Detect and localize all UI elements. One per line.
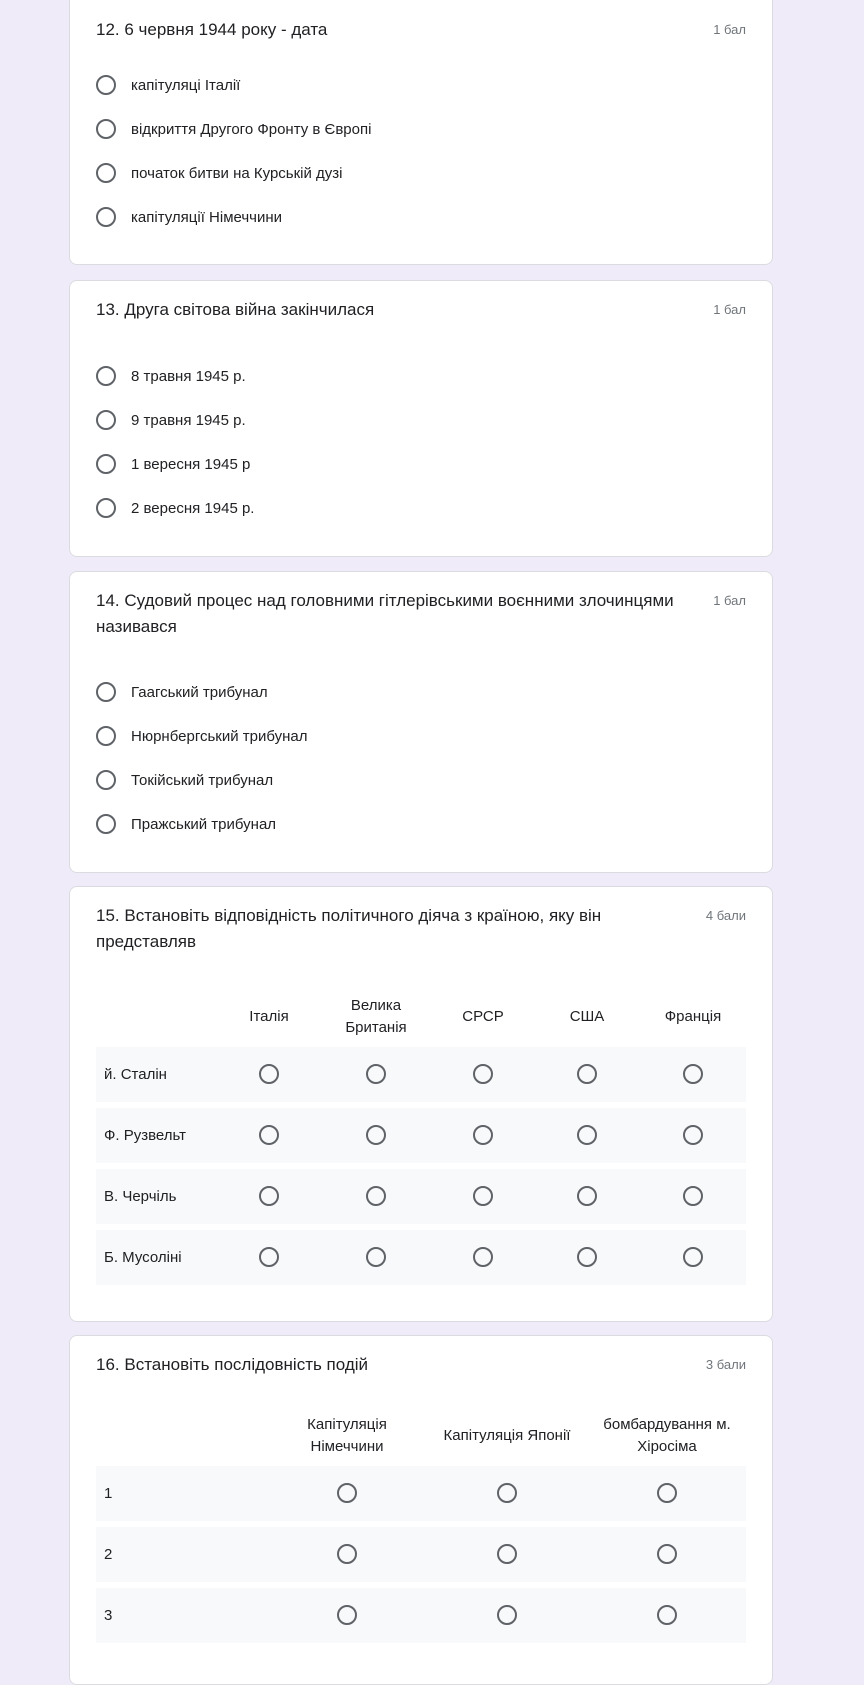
grid-radio-icon[interactable] xyxy=(577,1186,597,1206)
option-label: Пражський трибунал xyxy=(131,815,277,833)
radio-circle-icon[interactable] xyxy=(96,726,116,746)
option-label: початок битви на Курській дузі xyxy=(131,164,343,182)
grid-radio-icon[interactable] xyxy=(683,1247,703,1267)
question-title: 15. Встановіть відповідність політичного діяча з країною, яку він представляв xyxy=(96,906,602,951)
question-title: 12. 6 червня 1944 року - дата xyxy=(96,20,328,39)
grid-radio-icon[interactable] xyxy=(337,1544,357,1564)
grid-radio-icon[interactable] xyxy=(657,1483,677,1503)
question-points: 4 бали xyxy=(705,908,746,923)
question-points: 1 бал xyxy=(713,302,746,317)
question-title: 16. Встановіть послідовність подій xyxy=(96,1355,369,1374)
radio-circle-icon[interactable] xyxy=(96,119,116,139)
grid-radio-icon[interactable] xyxy=(473,1064,493,1084)
grid-row-label: й. Сталін xyxy=(104,1066,167,1083)
radio-option[interactable] xyxy=(96,408,246,432)
grid-radio-icon[interactable] xyxy=(259,1247,279,1267)
radio-option[interactable] xyxy=(96,452,250,476)
grid-column-header: США xyxy=(569,1008,605,1025)
option-label: капітуляці Італії xyxy=(131,76,241,94)
radio-option[interactable] xyxy=(96,724,308,748)
grid-header xyxy=(96,1410,746,1462)
radio-option[interactable] xyxy=(96,161,343,185)
radio-circle-icon[interactable] xyxy=(96,163,116,183)
radio-circle-icon[interactable] xyxy=(96,207,116,227)
grid-radio-icon[interactable] xyxy=(577,1125,597,1145)
question-points: 1 бал xyxy=(713,593,746,608)
grid-column-header: Велика Британія xyxy=(345,997,407,1036)
grid-row-label: В. Черчіль xyxy=(104,1188,177,1205)
grid-row xyxy=(96,1169,746,1224)
grid-radio-icon[interactable] xyxy=(577,1064,597,1084)
question-card-14 xyxy=(69,571,773,873)
grid-radio-icon[interactable] xyxy=(473,1125,493,1145)
grid-radio-icon[interactable] xyxy=(366,1125,386,1145)
option-label: відкриття Другого Фронту в Європі xyxy=(131,120,372,138)
question-card-16 xyxy=(69,1335,773,1685)
option-label: капітуляції Німеччини xyxy=(131,208,283,226)
grid-radio-icon[interactable] xyxy=(473,1247,493,1267)
choice-grid xyxy=(96,991,746,1281)
option-label: 8 травня 1945 р. xyxy=(131,367,246,385)
grid-radio-icon[interactable] xyxy=(473,1186,493,1206)
option-label: 1 вересня 1945 р xyxy=(131,455,251,473)
grid-radio-icon[interactable] xyxy=(683,1064,703,1084)
radio-option[interactable] xyxy=(96,364,246,388)
grid-column-header: бомбардування м. Хіросіма xyxy=(603,1416,731,1455)
grid-row xyxy=(96,1230,746,1285)
grid-radio-icon[interactable] xyxy=(337,1483,357,1503)
radio-circle-icon[interactable] xyxy=(96,498,116,518)
radio-circle-icon[interactable] xyxy=(96,454,116,474)
grid-column-header: СРСР xyxy=(462,1008,504,1025)
radio-option[interactable] xyxy=(96,496,254,520)
option-label: 2 вересня 1945 р. xyxy=(131,499,255,517)
radio-option[interactable] xyxy=(96,680,268,704)
grid-column-header: Капітуляція Німеччини xyxy=(307,1416,387,1455)
grid-radio-icon[interactable] xyxy=(366,1186,386,1206)
question-points: 1 бал xyxy=(713,22,746,37)
question-card-12 xyxy=(69,0,773,265)
grid-radio-icon[interactable] xyxy=(657,1544,677,1564)
option-label: 9 травня 1945 р. xyxy=(131,411,246,429)
radio-circle-icon[interactable] xyxy=(96,682,116,702)
grid-row-label: 3 xyxy=(104,1607,113,1624)
grid-radio-icon[interactable] xyxy=(337,1605,357,1625)
option-label: Токійський трибунал xyxy=(131,771,274,789)
radio-circle-icon[interactable] xyxy=(96,75,116,95)
grid-radio-icon[interactable] xyxy=(497,1483,517,1503)
grid-row xyxy=(96,1588,746,1643)
grid-radio-icon[interactable] xyxy=(259,1186,279,1206)
radio-circle-icon[interactable] xyxy=(96,366,116,386)
grid-radio-icon[interactable] xyxy=(497,1605,517,1625)
grid-radio-icon[interactable] xyxy=(683,1186,703,1206)
grid-row-label: 1 xyxy=(104,1485,113,1502)
radio-option[interactable] xyxy=(96,117,371,141)
question-title: 14. Судовий процес над головними гітлерівськими воєнними злочинцями називався xyxy=(96,591,674,636)
grid-radio-icon[interactable] xyxy=(259,1064,279,1084)
grid-radio-icon[interactable] xyxy=(497,1544,517,1564)
question-title: 13. Друга світова війна закінчилася xyxy=(96,300,375,319)
radio-option[interactable] xyxy=(96,73,240,97)
question-points: 3 бали xyxy=(705,1357,746,1372)
radio-circle-icon[interactable] xyxy=(96,814,116,834)
grid-radio-icon[interactable] xyxy=(366,1247,386,1267)
grid-radio-icon[interactable] xyxy=(657,1605,677,1625)
radio-circle-icon[interactable] xyxy=(96,410,116,430)
grid-radio-icon[interactable] xyxy=(259,1125,279,1145)
grid-row xyxy=(96,1466,746,1521)
grid-row-label: 2 xyxy=(104,1546,113,1563)
grid-row xyxy=(96,1108,746,1163)
grid-row-label: Ф. Рузвельт xyxy=(104,1127,187,1144)
grid-row xyxy=(96,1047,746,1102)
grid-row-label: Б. Мусоліні xyxy=(104,1249,182,1266)
grid-header xyxy=(96,991,746,1043)
grid-row xyxy=(96,1527,746,1582)
grid-radio-icon[interactable] xyxy=(683,1125,703,1145)
grid-radio-icon[interactable] xyxy=(366,1064,386,1084)
question-card-13 xyxy=(69,280,773,557)
option-label: Нюрнбергський трибунал xyxy=(131,727,308,745)
grid-column-header: Італія xyxy=(249,1008,289,1025)
grid-column-header: Франція xyxy=(664,1008,722,1025)
grid-column-header: Капітуляція Японії xyxy=(443,1427,571,1444)
radio-circle-icon[interactable] xyxy=(96,770,116,790)
radio-option[interactable] xyxy=(96,768,273,792)
grid-radio-icon[interactable] xyxy=(577,1247,597,1267)
option-label: Гаагський трибунал xyxy=(131,683,268,701)
question-card-15 xyxy=(69,886,773,1322)
choice-grid xyxy=(96,1410,746,1660)
radio-option[interactable] xyxy=(96,205,282,229)
radio-option[interactable] xyxy=(96,812,276,836)
